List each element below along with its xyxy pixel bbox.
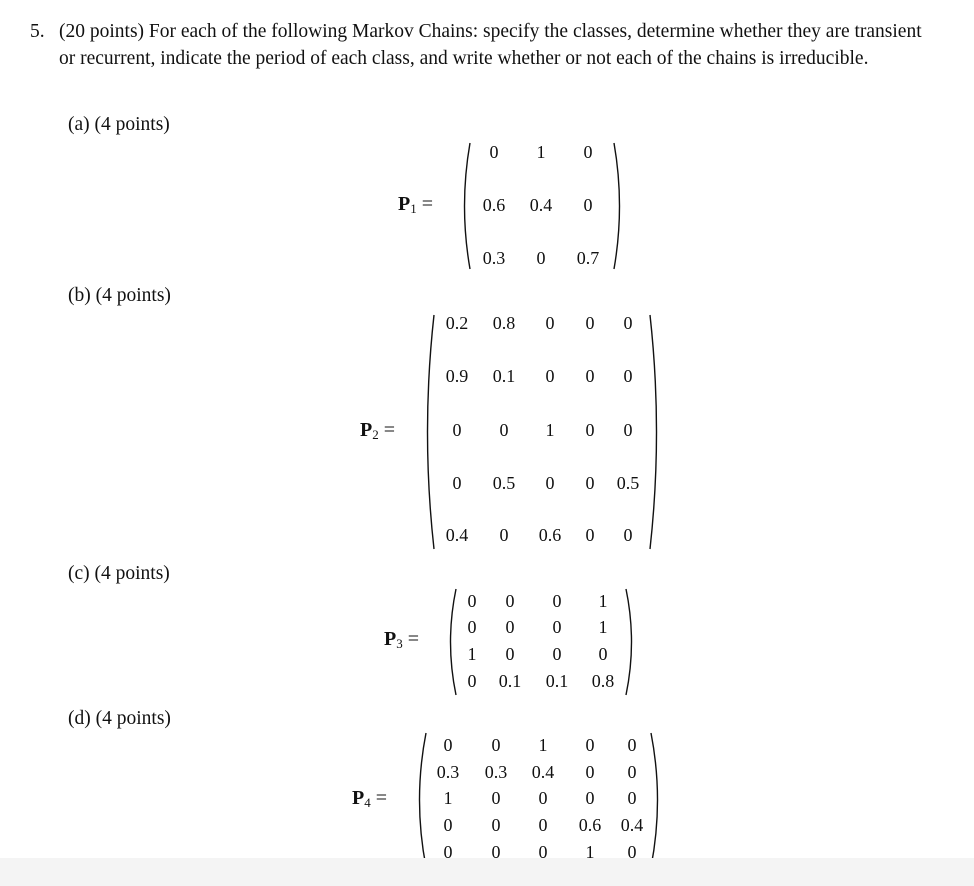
matrix-cell: 0.4 [445, 525, 469, 545]
matrix-cell: 0 [491, 842, 501, 862]
matrix-cell: 0.4 [531, 762, 555, 782]
matrix-cell: 0 [538, 788, 548, 808]
matrix-p4-right-paren [649, 732, 665, 868]
matrix-p1-label: $P_1$ = [398, 193, 433, 216]
matrix-cell: 0 [491, 815, 501, 835]
matrix-cell: 0 [623, 525, 633, 545]
matrix-cell: 0.5 [616, 473, 640, 493]
matrix-cell: 0.2 [445, 313, 469, 333]
matrix-cell: 0 [505, 591, 515, 611]
matrix-cell: 0 [538, 842, 548, 862]
matrix-cell: 0 [552, 644, 562, 664]
matrix-cell: 1 [536, 142, 546, 162]
question-text [30, 18, 930, 72]
matrix-cell: 0 [443, 842, 453, 862]
matrix-cell: 0 [499, 525, 509, 545]
matrix-cell: 1 [443, 788, 453, 808]
matrix-cell: 0 [585, 762, 595, 782]
matrix-cell: 1 [545, 420, 555, 440]
matrix-cell: 0 [545, 473, 555, 493]
matrix-cell: 0 [623, 420, 633, 440]
matrix-cell: 0 [585, 473, 595, 493]
matrix-cell: 0 [583, 195, 593, 215]
matrix-cell: 0 [552, 617, 562, 637]
matrix-cell: 0.4 [529, 195, 553, 215]
page-bottom-bar [0, 858, 974, 886]
matrix-cell: 0.8 [492, 313, 516, 333]
matrix-cell: 0 [491, 788, 501, 808]
matrix-cell: 0 [623, 313, 633, 333]
matrix-cell: 0 [443, 815, 453, 835]
matrix-cell: 0 [598, 644, 608, 664]
matrix-cell: 0.3 [484, 762, 508, 782]
matrix-cell: 0.1 [492, 366, 516, 386]
matrix-cell: 0 [505, 617, 515, 637]
matrix-cell: 0 [545, 313, 555, 333]
matrix-cell: 0 [491, 735, 501, 755]
matrix-cell: 0 [545, 366, 555, 386]
matrix-p3-label: $P_3$ = [384, 628, 419, 651]
part-b-label: (b) (4 points) [68, 285, 171, 306]
matrix-cell: 0 [627, 762, 637, 782]
matrix-cell: 0.9 [445, 366, 469, 386]
matrix-cell: 0 [585, 420, 595, 440]
matrix-cell: 0 [552, 591, 562, 611]
matrix-p3-left-paren [444, 588, 458, 696]
matrix-p4-left-paren [412, 732, 428, 868]
matrix-cell: 0.6 [578, 815, 602, 835]
matrix-cell: 0 [489, 142, 499, 162]
matrix-cell: 0 [585, 525, 595, 545]
matrix-p4-label: $P_4$ = [352, 787, 387, 810]
matrix-cell: 0 [585, 313, 595, 333]
part-a-label: (a) (4 points) [68, 114, 170, 135]
matrix-cell: 1 [598, 591, 608, 611]
matrix-cell: 0.8 [591, 671, 615, 691]
matrix-cell: 0 [499, 420, 509, 440]
matrix-cell: 0.4 [620, 815, 644, 835]
matrix-p2-label: $P_2$ = [360, 419, 395, 442]
matrix-p1-left-paren [458, 142, 472, 270]
matrix-cell: 0.3 [436, 762, 460, 782]
matrix-cell: 0 [505, 644, 515, 664]
matrix-cell: 0 [627, 788, 637, 808]
matrix-p2-right-paren [648, 314, 664, 550]
matrix-cell: 0 [585, 788, 595, 808]
matrix-cell: 1 [538, 735, 548, 755]
question-number: 5. [30, 21, 45, 42]
matrix-cell: 0.6 [538, 525, 562, 545]
matrix-cell: 0 [627, 842, 637, 862]
matrix-cell: 0 [467, 591, 477, 611]
matrix-cell: 0 [452, 420, 462, 440]
matrix-cell: 0.7 [576, 248, 600, 268]
question-prompt: (20 points) For each of the following Markov Chains: specify the classes, determine whether they are transient or recurrent, indicate the period of each class, and write whether or not each of the chains is irreducible. [59, 21, 922, 69]
matrix-cell: 0.3 [482, 248, 506, 268]
matrix-cell: 0 [467, 617, 477, 637]
matrix-p2-left-paren [420, 314, 436, 550]
matrix-cell: 0 [627, 735, 637, 755]
matrix-cell: 0 [536, 248, 546, 268]
matrix-cell: 0.6 [482, 195, 506, 215]
matrix-cell: 0 [452, 473, 462, 493]
matrix-cell: 1 [467, 644, 477, 664]
matrix-cell: 0 [583, 142, 593, 162]
matrix-cell: 0 [623, 366, 633, 386]
matrix-p3-right-paren [624, 588, 638, 696]
matrix-cell: 0.1 [545, 671, 569, 691]
matrix-cell: 0 [585, 735, 595, 755]
part-c-label: (c) (4 points) [68, 563, 170, 584]
matrix-cell: 1 [585, 842, 595, 862]
matrix-cell: 0.5 [492, 473, 516, 493]
matrix-cell: 0.1 [498, 671, 522, 691]
matrix-cell: 0 [467, 671, 477, 691]
matrix-p1-right-paren [612, 142, 626, 270]
matrix-cell: 0 [585, 366, 595, 386]
matrix-cell: 0 [538, 815, 548, 835]
matrix-cell: 0 [443, 735, 453, 755]
part-d-label: (d) (4 points) [68, 708, 171, 729]
matrix-cell: 1 [598, 617, 608, 637]
